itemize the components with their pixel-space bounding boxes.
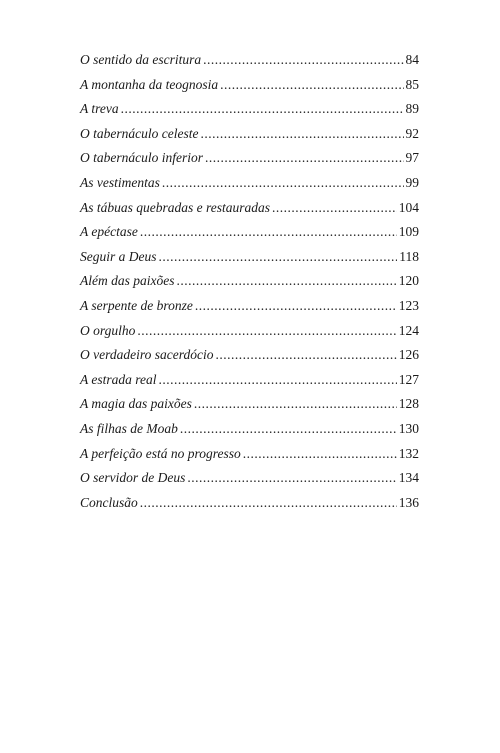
toc-entry-title: As filhas de Moab [80, 420, 178, 436]
toc-entry[interactable] [80, 372, 419, 397]
toc-entry-title: As tábuas quebradas e restauradas [80, 199, 271, 215]
toc-entry-title: As vestimentas [80, 174, 160, 190]
toc-dot-leader [176, 273, 396, 289]
toc-dot-leader [121, 101, 404, 117]
toc-entry-title: O orgulho [80, 322, 136, 338]
toc-entry[interactable] [80, 52, 419, 77]
toc-entry-title: A perfeição está no progresso [80, 445, 241, 461]
toc-entry-title: Seguir a Deus [80, 248, 157, 264]
toc-entry-title: A montanha da teognosia [80, 76, 219, 92]
toc-entry[interactable] [80, 495, 419, 520]
toc-entry[interactable] [80, 446, 419, 471]
toc-page-number: 92 [405, 125, 419, 141]
toc-entry-title: O tabernáculo inferior [80, 150, 203, 166]
toc-entry[interactable] [80, 421, 419, 446]
toc-dot-leader [187, 470, 396, 486]
toc-entry[interactable] [80, 273, 419, 298]
toc-entry[interactable] [80, 298, 419, 323]
toc-entry[interactable] [80, 470, 419, 495]
toc-dot-leader [195, 298, 397, 314]
toc-entry-title: A estrada real [80, 371, 157, 387]
toc-dot-leader [215, 347, 396, 363]
toc-dot-leader [140, 224, 397, 240]
toc-entry-title: A magia das paixões [80, 396, 192, 412]
toc-page-number: 127 [398, 371, 419, 387]
toc-dot-leader [137, 323, 396, 339]
toc-entry[interactable] [80, 224, 419, 249]
toc-dot-leader [200, 126, 403, 142]
toc-dot-leader [180, 421, 397, 437]
toc-entry-title: O verdadeiro sacerdócio [80, 347, 214, 363]
toc-page-number: 109 [398, 224, 419, 240]
toc-entry-title: Conclusão [80, 494, 138, 510]
toc-entry-title: A serpente de bronze [80, 297, 193, 313]
toc-page-number: 123 [398, 297, 419, 313]
toc-entry-title: O sentido da escritura [80, 52, 202, 67]
toc-entry-title: A treva [80, 101, 119, 117]
toc-page-number: 136 [398, 494, 419, 510]
toc-entry-title: Além das paixões [80, 273, 175, 289]
toc-page-number: 85 [405, 76, 419, 92]
toc-entry[interactable] [80, 347, 419, 372]
toc-dot-leader [272, 200, 397, 216]
toc-page-number: 130 [398, 420, 419, 436]
toc-dot-leader [162, 175, 404, 191]
toc-entry-title: O tabernáculo celeste [80, 125, 199, 141]
toc-page-number: 124 [398, 322, 419, 338]
toc-dot-leader [205, 150, 404, 166]
toc-page-number: 134 [398, 470, 419, 486]
toc-page-number: 118 [399, 248, 419, 264]
toc-dot-leader [203, 52, 403, 68]
toc-page-number: 99 [405, 174, 419, 190]
toc-page-number: 128 [398, 396, 419, 412]
toc-entry[interactable] [80, 323, 419, 348]
toc-entry-title: O servidor de Deus [80, 470, 186, 486]
toc-dot-leader [220, 77, 403, 93]
toc-page-number: 104 [398, 199, 419, 215]
toc-page-number: 89 [405, 101, 419, 117]
toc-entry-title: A epéctase [80, 224, 138, 240]
toc-entry[interactable] [80, 101, 419, 126]
toc-page-number: 120 [398, 273, 419, 289]
toc-dot-leader [159, 372, 397, 388]
toc-dot-leader [194, 396, 397, 412]
toc-page-number: 97 [405, 150, 419, 166]
toc-entry[interactable] [80, 77, 419, 102]
toc-entry[interactable] [80, 150, 419, 175]
toc-page-number: 126 [398, 347, 419, 363]
toc-dot-leader [140, 495, 397, 511]
toc-entry[interactable] [80, 200, 419, 225]
toc-entry[interactable] [80, 175, 419, 200]
toc-dot-leader [243, 446, 397, 462]
toc-page-number: 132 [398, 445, 419, 461]
toc-entry[interactable] [80, 249, 419, 274]
toc-dot-leader [159, 249, 398, 265]
toc-entry[interactable] [80, 126, 419, 151]
toc-entry[interactable] [80, 396, 419, 421]
table-of-contents [80, 52, 419, 519]
toc-page-number: 84 [405, 52, 419, 67]
